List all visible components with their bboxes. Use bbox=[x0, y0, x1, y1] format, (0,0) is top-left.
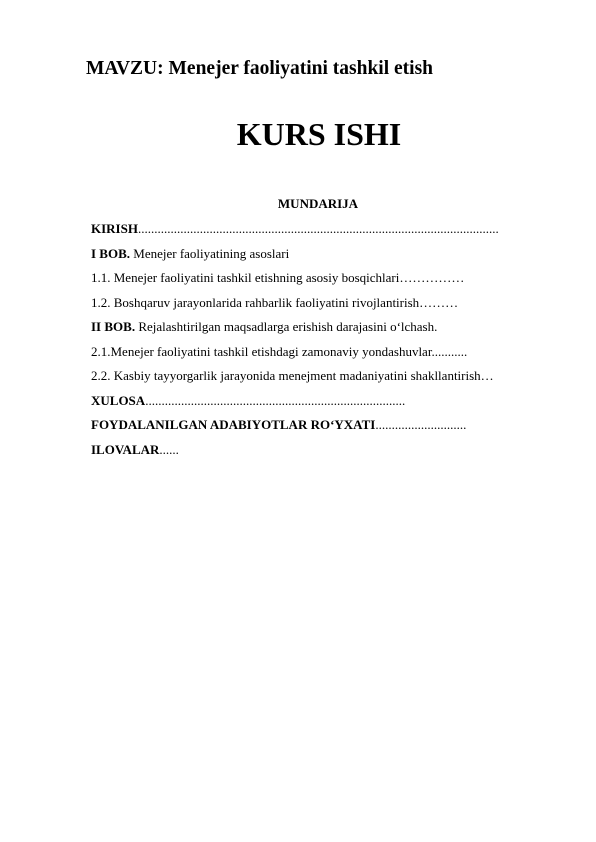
toc-entry-text: 2.1.Menejer faoliyatini tashkil etishdagi zamonaviy yondashuvlar bbox=[91, 343, 432, 359]
toc-entry-bold: FOYDALANILGAN ADABIYOTLAR RO‘YXATI bbox=[91, 417, 376, 432]
toc-entry-leader: ……… bbox=[419, 294, 459, 310]
toc-entry-section-2-1 bbox=[91, 340, 531, 365]
toc-entry-section-1-1 bbox=[91, 266, 531, 291]
toc-entry-leader: ............................................................................................................... bbox=[137, 221, 499, 236]
table-of-contents bbox=[91, 217, 531, 462]
toc-entry-bold: I BOB. bbox=[91, 245, 131, 261]
toc-entry-leader: ................................................................................ bbox=[145, 392, 406, 408]
toc-entry-leader: ...... bbox=[159, 441, 179, 457]
toc-entry-section-2-2 bbox=[91, 364, 531, 389]
toc-entry-text: 1.2. Boshqaruv jarayonlarida rahbarlik faoliyatini rivojlantirish bbox=[91, 294, 420, 310]
toc-entry-text: Menejer faoliyatining asoslari bbox=[130, 245, 290, 261]
toc-entry-references bbox=[91, 413, 531, 438]
toc-entry-leader: … bbox=[480, 368, 494, 383]
topic-line: MAVZU: Menejer faoliyatini tashkil etish bbox=[86, 58, 434, 79]
toc-heading: MUNDARIJA bbox=[277, 196, 359, 211]
document-title: KURS ISHI bbox=[236, 116, 402, 152]
toc-entry-text: 1.1. Menejer faoliyatini tashkil etishning asosiy bosqichlari bbox=[91, 270, 400, 285]
toc-entry-bold: ILOVALAR bbox=[91, 441, 160, 457]
toc-entry-kirish bbox=[91, 217, 531, 242]
toc-entry-bold: II BOB. bbox=[91, 319, 136, 334]
toc-entry-chapter-2 bbox=[91, 315, 531, 340]
toc-entry-text: Rejalashtirilgan maqsadlarga erishish darajasini o‘lchash. bbox=[135, 319, 438, 334]
toc-entry-bold: XULOSA bbox=[91, 392, 146, 408]
toc-entry-text: 2.2. Kasbiy tayyorgarlik jarayonida menejment madaniyatini shakllantirish bbox=[91, 368, 481, 383]
toc-entry-leader: …………… bbox=[399, 270, 465, 285]
toc-entry-xulosa bbox=[91, 389, 531, 414]
toc-entry-bold: KIRISH bbox=[91, 221, 138, 236]
toc-entry-section-1-2 bbox=[91, 291, 531, 316]
toc-entry-chapter-1 bbox=[91, 242, 531, 267]
toc-entry-leader: ............................ bbox=[375, 417, 467, 432]
toc-entry-ilovalar bbox=[91, 438, 531, 463]
toc-entry-leader: ........... bbox=[431, 343, 468, 359]
